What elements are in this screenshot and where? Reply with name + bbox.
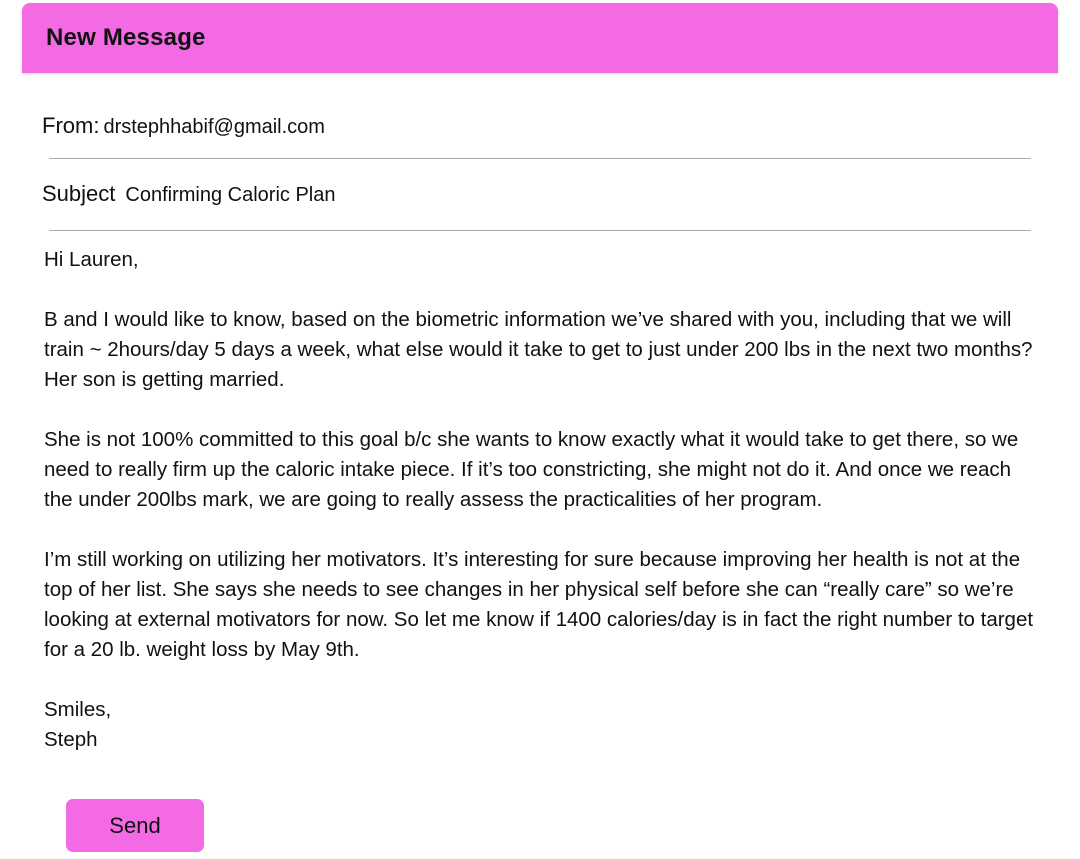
subject-field[interactable] (42, 181, 335, 207)
body-greeting: Hi Lauren, (44, 248, 139, 271)
from-label: From: (42, 113, 100, 138)
subject-input[interactable]: Confirming Caloric Plan (125, 184, 336, 206)
compose-title: New Message (46, 24, 206, 51)
from-divider (49, 158, 1031, 159)
body-closing: Smiles, (44, 698, 112, 721)
subject-label: Subject (42, 181, 116, 206)
body-signature: Steph (44, 728, 98, 751)
body-paragraph: B and I would like to know, based on the biometric information we’ve shared with you, including that we will train ~ 2hours/day 5 days a week, what else would it take to get to just under 200 lbs in the next two months? Her son is getting married. (44, 308, 1033, 391)
message-body[interactable] (44, 245, 1044, 755)
compose-title-bar (22, 3, 1058, 73)
from-value: drstephhabif@gmail.com (103, 116, 325, 138)
from-field (42, 113, 325, 139)
body-paragraph: I’m still working on utilizing her motivators. It’s interesting for sure because improving her health is not at the top of her list. She says she needs to see changes in her physical self before she can “really care” so we’re looking at external motivators for now. So let me know if 1400 calories/day is in fact the right number to target for a 20 lb. weight loss by May 9th. (44, 548, 1034, 661)
body-paragraph: She is not 100% committed to this goal b/c she wants to know exactly what it would take to get there, so we need to really firm up the caloric intake piece. If it’s too constricting, she might not do it. And once we reach the under 200lbs mark, we are going to really assess the practicalities of her program. (44, 428, 1019, 511)
send-button[interactable]: Send (66, 799, 204, 852)
subject-divider (49, 230, 1031, 231)
